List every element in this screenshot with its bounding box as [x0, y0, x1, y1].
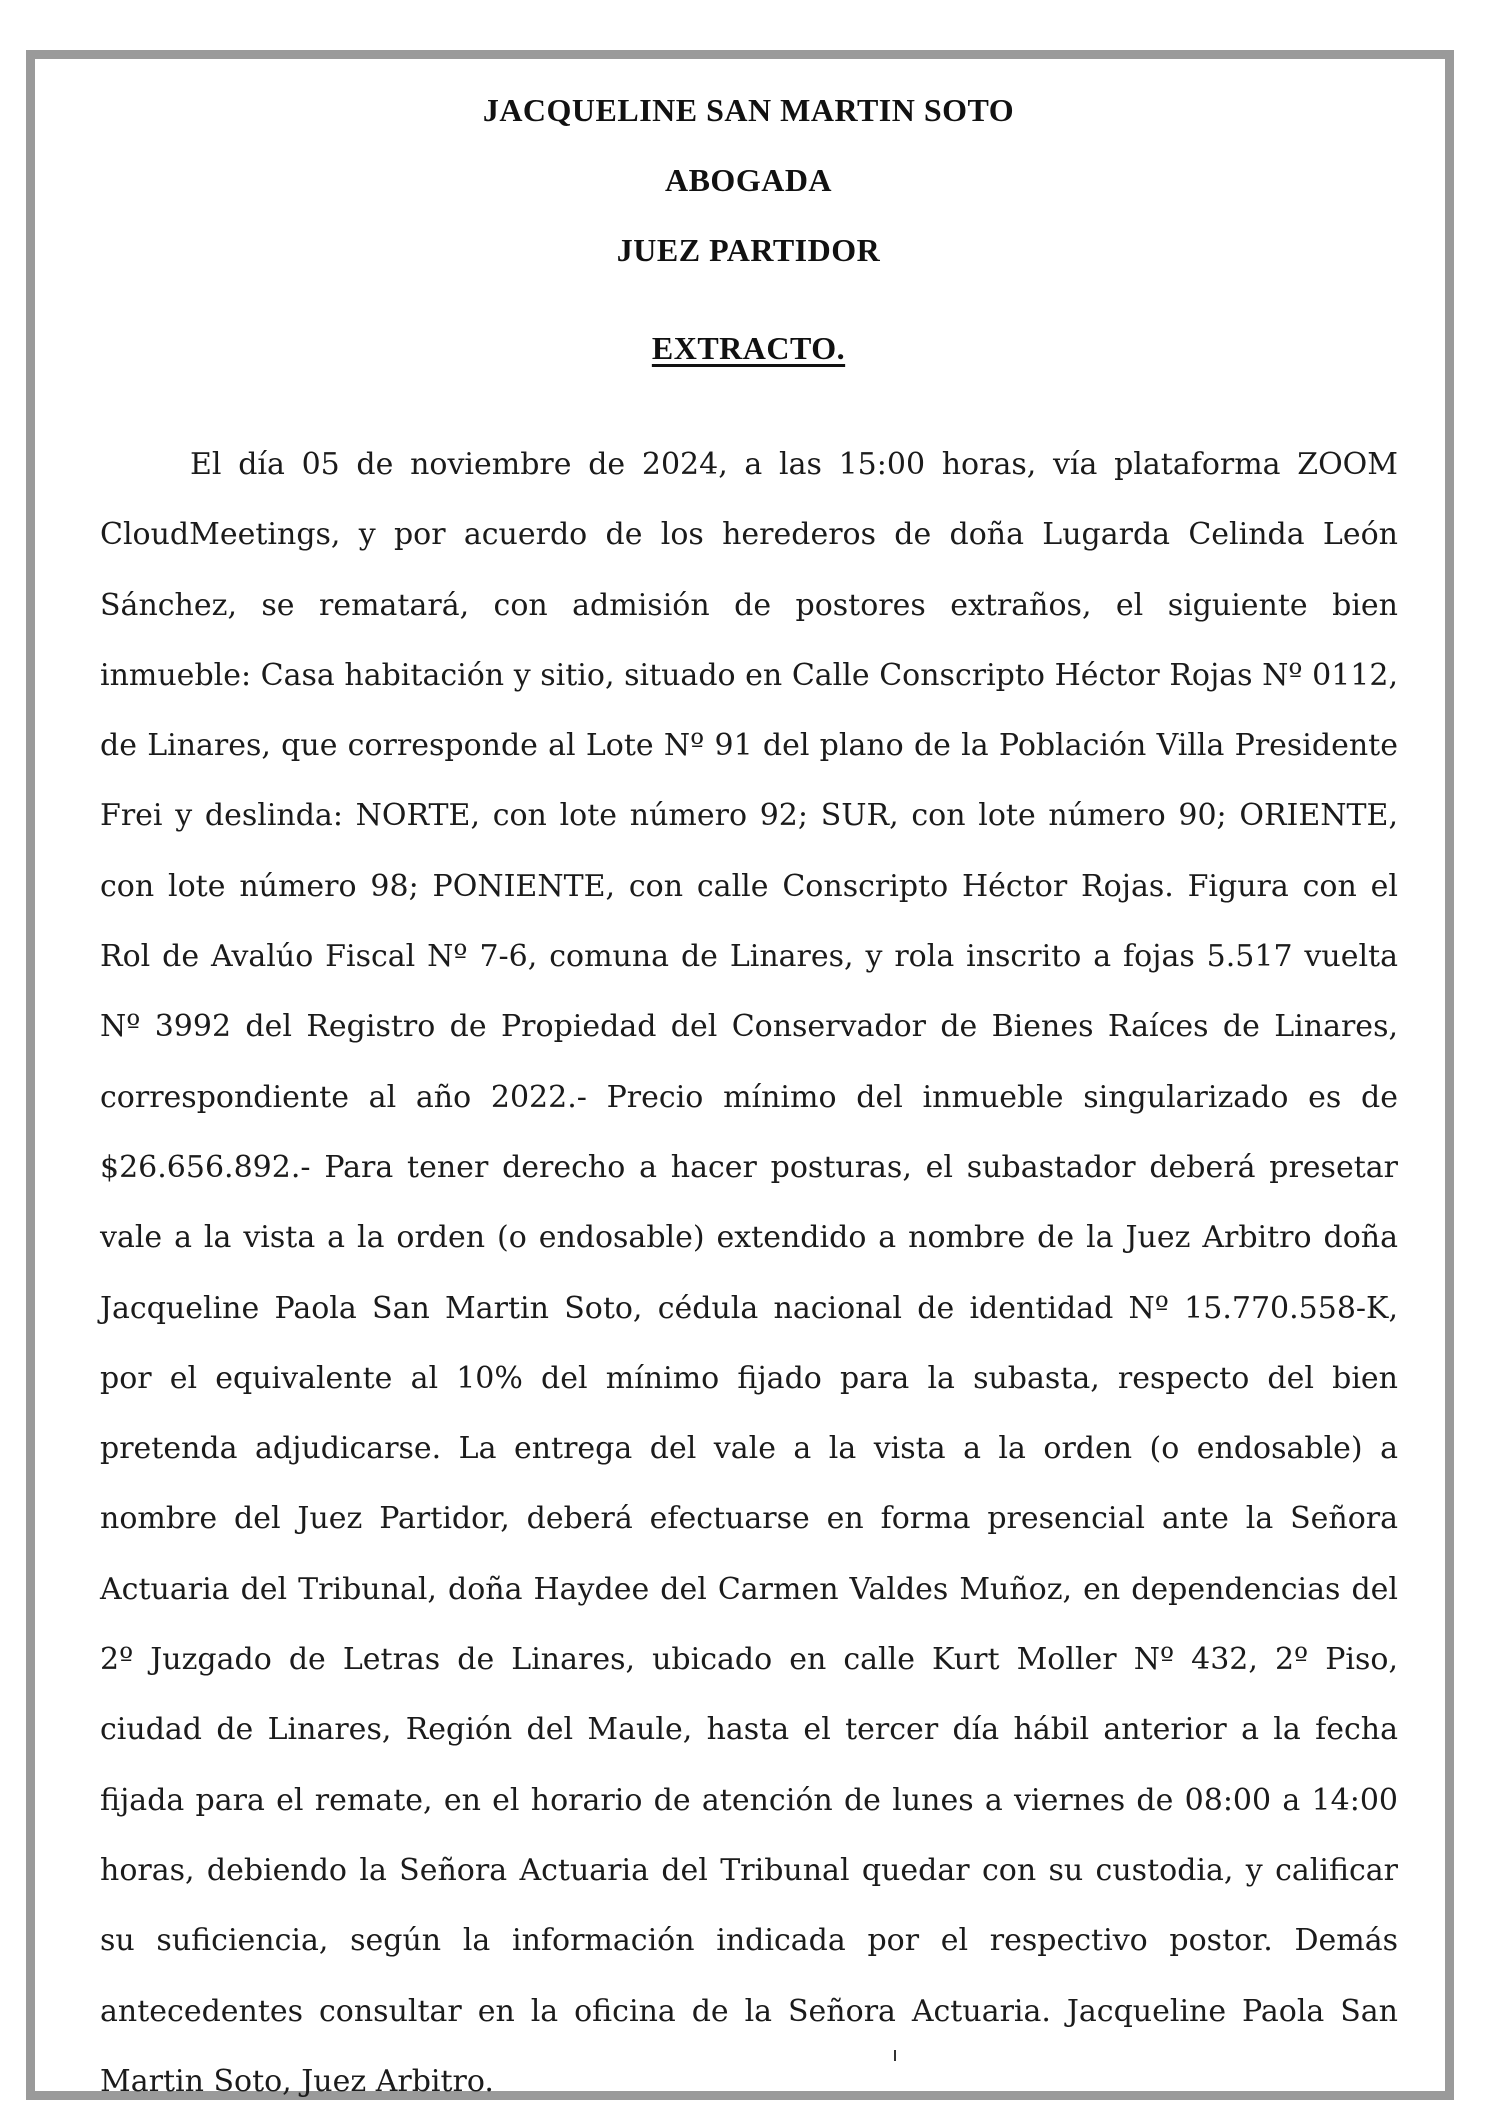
page-mark	[894, 2050, 896, 2061]
author-name: JACQUELINE SAN MARTIN SOTO	[482, 92, 1015, 128]
extract-paragraph: El día 05 de noviembre de 2024, a las 15:00 horas, vía plataforma ZOOM CloudMeetings, y por acuerdo de los herederos de doña Lugarda Celinda León Sánchez, se rematará, con admisión de postores extraños, el siguiente bien inmueble: Casa habitación y sitio, situado en Calle Conscripto Héctor Rojas Nº 0112, de Linares, que corresponde al Lote Nº 91 del plano de la Población Villa Presidente Frei y deslinda: NORTE, con lote número 92; SUR, con lote número 90; ORIENTE, con lote número 98; PONIENTE, con calle Conscripto Héctor Rojas. Figura con el Rol de Avalúo Fiscal Nº 7-6, comuna de Linares, y rola inscrito a fojas 5.517 vuelta Nº 3992 del Registro de Propiedad del Conservador de Bienes Raíces de Linares, correspondiente al año 2022.- Precio mínimo del inmueble singularizado es de $26.656.892.- Para tener derecho a hacer posturas, el subastador deberá presetar vale a la vista a la orden (o endosable) extendido a nombre de la Juez Arbitro doña Jacqueline Paola San Martin Soto, cédula nacional de identidad Nº 15.770.558-K, por el equivalente al 10% del mínimo fijado para la subasta, respecto del bien pretenda adjudicarse. La entrega del vale a la vista a la orden (o endosable) a nombre del Juez Partidor, deberá efectuarse en forma presencial ante la Señora Actuaria del Tribunal, doña Haydee del Carmen Valdes Muñoz, en dependencias del 2º Juzgado de Letras de Linares, ubicado en calle Kurt Moller Nº 432, 2º Piso, ciudad de Linares, Región del Maule, hasta el tercer día hábil anterior a la fecha fijada para el remate, en el horario de atención de lunes a viernes de 08:00 a 14:00 horas, debiendo la Señora Actuaria del Tribunal quedar con su custodia, y calificar su suficiencia, según la información indicada por el respectivo postor. Demás antecedentes consultar en la oficina de la Señora Actuaria. Jacqueline Paola San Martin Soto, Juez Arbitro.	[100, 447, 1398, 2099]
author-role: JUEZ PARTIDOR	[616, 232, 881, 268]
document-title: EXTRACTO.	[651, 330, 846, 366]
author-profession: ABOGADA	[664, 162, 833, 198]
